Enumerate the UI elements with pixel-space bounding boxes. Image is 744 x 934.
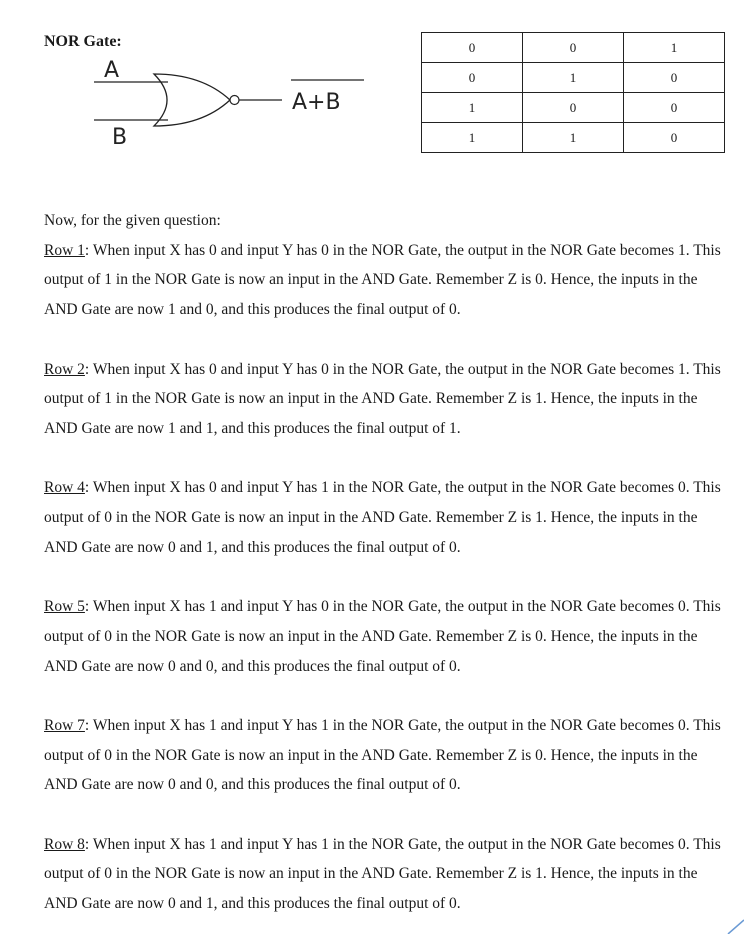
row-explanation (44, 236, 724, 325)
table-cell: 0 (422, 63, 523, 93)
row-text: : When input X has 1 and input Y has 0 in the NOR Gate, the output in the NOR Gate becomes 0. This output of 0 in the NOR Gate is now an input in the AND Gate. Remember Z is 0. Hence, the inputs in the AND Gate are now 0 and 0, and this produces the final output of 0. (44, 598, 721, 675)
row-explanation (44, 473, 724, 562)
pencil-corner-icon (714, 904, 744, 934)
table-cell: 0 (422, 33, 523, 63)
table-row (422, 93, 725, 123)
table-row (422, 63, 725, 93)
input-b-label: B (112, 125, 128, 150)
row-explanation (44, 711, 724, 800)
row-text: : When input X has 0 and input Y has 0 in the NOR Gate, the output in the NOR Gate becomes 1. This output of 1 in the NOR Gate is now an input in the AND Gate. Remember Z is 0. Hence, the inputs in the AND Gate are now 1 and 0, and this produces the final output of 0. (44, 241, 721, 319)
table-cell: 1 (523, 123, 624, 153)
table-cell: 0 (624, 63, 725, 93)
inversion-bubble (230, 96, 239, 105)
table-cell: 1 (422, 93, 523, 123)
nor-gate-symbol (90, 52, 390, 152)
truth-table (421, 32, 725, 153)
nor-gate-diagram (90, 52, 390, 152)
table-cell: 1 (422, 123, 523, 153)
table-cell: 1 (624, 33, 725, 63)
table-cell: 0 (523, 93, 624, 123)
row-label: Row 5 (44, 598, 85, 616)
table-cell: 0 (624, 123, 725, 153)
row-label: Row 8 (44, 835, 85, 853)
row-text: : When input X has 1 and input Y has 1 in the NOR Gate, the output in the NOR Gate becomes 0. This output of 0 in the NOR Gate is now an input in the AND Gate. Remember Z is 0. Hence, the inputs in the AND Gate are now 0 and 0, and this produces the final output of 0. (44, 716, 721, 794)
row-explanation (44, 592, 724, 681)
row-explanation (44, 830, 724, 919)
table-cell: 1 (523, 63, 624, 93)
row-explanation (44, 355, 724, 444)
intro-line: Now, for the given question: (44, 212, 221, 229)
row-label: Row 2 (44, 360, 85, 378)
output-expression: A+B (292, 90, 341, 115)
table-cell: 0 (523, 33, 624, 63)
table-row (422, 33, 725, 63)
row-text: : When input X has 0 and input Y has 0 in the NOR Gate, the output in the NOR Gate becomes 1. This output of 1 in the NOR Gate is now an input in the AND Gate. Remember Z is 1. Hence, the inputs in the AND Gate are now 1 and 1, and this produces the final output of 1. (44, 360, 721, 437)
row-label: Row 1 (44, 241, 85, 259)
table-cell: 0 (624, 93, 725, 123)
explanation-text (44, 206, 724, 919)
row-text: : When input X has 1 and input Y has 1 in the NOR Gate, the output in the NOR Gate becomes 0. This output of 0 in the NOR Gate is now an input in the AND Gate. Remember Z is 1. Hence, the inputs in the AND Gate are now 0 and 1, and this produces the final output of 0. (44, 835, 721, 913)
input-a-label: A (104, 58, 120, 83)
section-heading: NOR Gate: (44, 33, 122, 50)
table-row (422, 123, 725, 153)
row-label: Row 7 (44, 716, 85, 734)
row-label: Row 4 (44, 479, 85, 497)
row-text: : When input X has 0 and input Y has 1 in the NOR Gate, the output in the NOR Gate becomes 0. This output of 0 in the NOR Gate is now an input in the AND Gate. Remember Z is 1. Hence, the inputs in the AND Gate are now 0 and 1, and this produces the final output of 0. (44, 479, 721, 556)
